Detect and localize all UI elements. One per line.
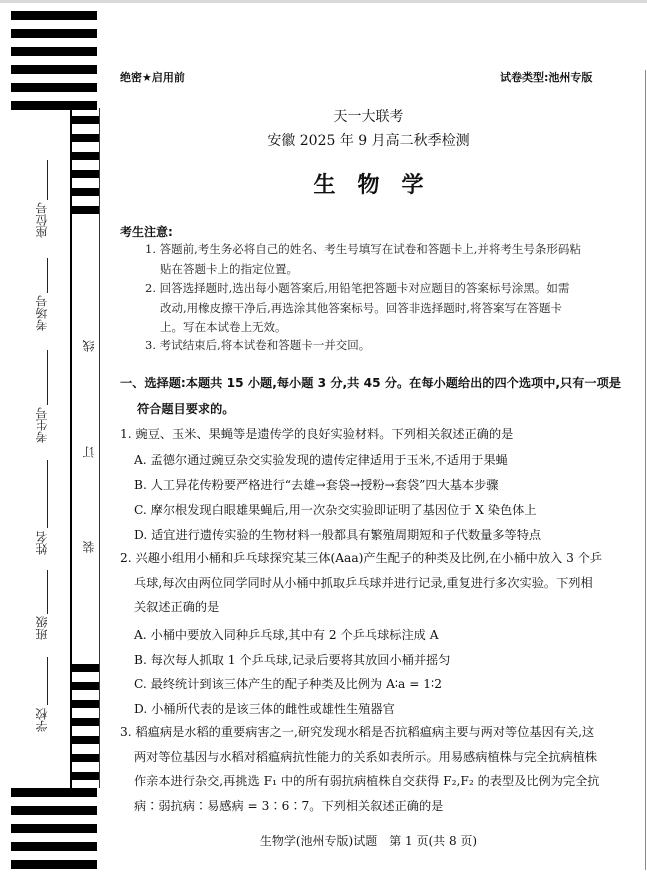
notice-2-line-1: 2. 回答选择题时,选出每小题答案后,用铅笔把答题卡对应题目的答案标号涂黑。如需: [145, 281, 570, 295]
field-name: 姓名: [35, 531, 49, 555]
question-1-stem-line-1: 1. 豌豆、玉米、果蝇等是遗传学的良好实验材料。下列相关叙述正确的是: [120, 427, 514, 441]
notice-item-2: [145, 279, 625, 338]
barcode-stripes-bottom: [11, 788, 97, 868]
question-2-option-a[interactable]: A. 小桶中要放入同种乒乓球,其中有 2 个乒乓球标注成 A: [134, 628, 439, 642]
question-1-stem: [120, 422, 625, 447]
field-seat-number: 座位号: [35, 202, 49, 238]
binding-char-zhuang: 装: [82, 541, 96, 553]
question-2-option-b[interactable]: B. 每次每人抓取 1 个乒乓球,记录后要将其放回小桶并摇匀: [134, 653, 451, 667]
question-2-stem-line-1: 2. 兴趣小组用小桶和乒乓球探究某三体(Aaa)产生配子的种类及比例,在小桶中放入 3 个乒: [120, 551, 603, 565]
notice-2-line-2: 改动,用橡皮擦干净后,再选涂其他答案标号。回答非选择题时,将答案写在答题卡: [160, 300, 562, 315]
candidate-number-line[interactable]: [47, 350, 48, 405]
question-2-stem-line-3: 关叙述正确的是: [134, 600, 220, 614]
paper-type-label: 试卷类型:池州专版: [500, 71, 593, 84]
question-2-option-c[interactable]: C. 最终统计到该三体产生的配子种类及比例为 A∶a = 1∶2: [134, 677, 442, 691]
barcode-stripes-top: [11, 11, 97, 109]
question-1-option-a[interactable]: A. 孟德尔通过豌豆杂交实验发现的遗传定律适用于玉米,不适用于果蝇: [134, 453, 508, 467]
class-line[interactable]: [47, 570, 48, 614]
binding-char-xian: 线: [82, 340, 96, 352]
binding-char-ding: 订: [82, 446, 96, 458]
question-1-option-b[interactable]: B. 人工异花传粉要严格进行“去雄→套袋→授粉→套袋”四大基本步骤: [134, 478, 499, 492]
section-heading-line-1: 一、选择题:本题共 15 小题,每小题 3 分,共 45 分。在每小题给出的四个选项中,只有一项是: [120, 376, 621, 390]
binding-column-bottom: [70, 664, 100, 788]
question-3-stem-line-1: 3. 稻瘟病是水稻的重要病害之一,研究发现水稻是否抗稻瘟病主要与两对等位基因有关,这: [120, 725, 595, 739]
question-3-stem-line-3: 作亲本进行杂交,再挑选 F₁ 中的所有弱抗病植株自交获得 F₂,F₂ 的表型及比例为完全抗: [134, 774, 600, 788]
section-heading-line-2: 符合题目要求的。: [137, 402, 235, 416]
question-3-stem-line-4: 病∶弱抗病∶易感病 = 3∶6∶7。下列相关叙述正确的是: [134, 798, 444, 813]
field-class: 班级: [35, 616, 49, 640]
confidential-label: 绝密★启用前: [120, 71, 185, 84]
exam-organizer: 天一大联考: [333, 109, 404, 125]
school-line[interactable]: [47, 657, 48, 705]
exam-title: 安徽 2025 年 9 月高二秋季检测: [267, 133, 470, 149]
subject-title: 生物学: [313, 173, 446, 198]
field-candidate-number: 考生号: [35, 407, 49, 443]
notice-item-3: [145, 336, 625, 356]
field-exam-room: 考场号: [35, 295, 49, 331]
exam-room-line[interactable]: [47, 258, 48, 293]
question-2-stem-line-2: 乓球,每次由两位同学同时从小桶中抓取乒乓球并进行记录,重复进行多次实验。下列相: [134, 575, 593, 590]
binding-column-middle: [70, 224, 100, 664]
notice-1-line-2: 贴在答题卡上的指定位置。: [160, 261, 298, 276]
question-2-option-d[interactable]: D. 小桶所代表的是该三体的雌性或雄性生殖器官: [134, 702, 395, 716]
question-3-stem: [120, 720, 625, 818]
page-footer: 生物学(池州专版)试题 第 1 页(共 8 页): [259, 834, 478, 848]
notice-1-line-1: 1. 答题前,考生务必将自己的姓名、考生号填写在试卷和答题卡上,并将考生号条形码粘: [145, 242, 581, 256]
question-3-stem-line-2: 两对等位基因与水稻对稻瘟病抗性能力的关系如表所示。用易感病植株与完全抗病植株: [134, 749, 598, 764]
notice-3-line-1: 3. 考试结束后,将本试卷和答题卡一并交回。: [145, 338, 371, 352]
section-heading: [120, 370, 625, 422]
field-school: 学校: [35, 708, 49, 732]
name-line[interactable]: [47, 460, 48, 528]
notice-2-line-3: 上。写在本试卷上无效。: [160, 320, 287, 334]
question-2-stem: [120, 546, 625, 620]
question-1-option-d[interactable]: D. 适宜进行遗传实验的生物材料一般都具有繁殖周期短和子代数量多等特点: [134, 528, 542, 542]
notice-title: 考生注意:: [120, 225, 173, 239]
notice-item-1: [145, 240, 625, 279]
question-1-option-c[interactable]: C. 摩尔根发现白眼雄果蝇后,用一次杂交实验即证明了基因位于 X 染色体上: [134, 503, 537, 517]
